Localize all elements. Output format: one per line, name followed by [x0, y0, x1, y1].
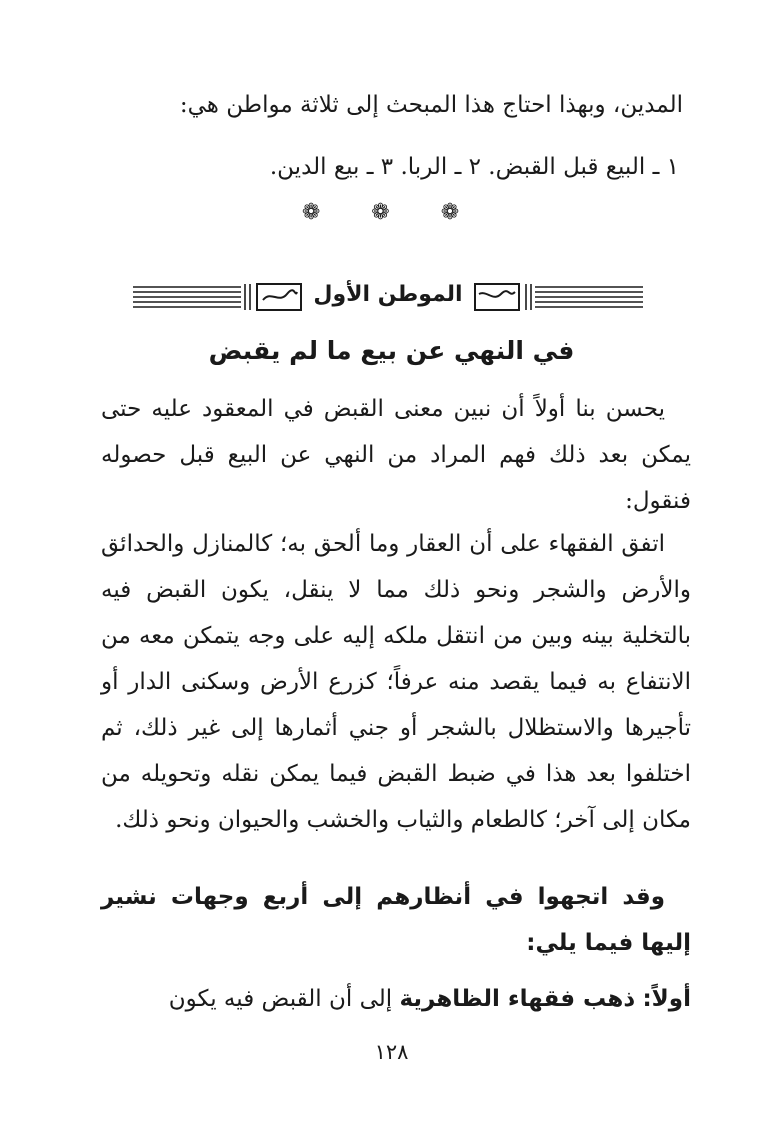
paragraph-4: [101, 976, 691, 1022]
paragraph-1-text: يحسن بنا أولاً أن نبين معنى القبض في المعقود عليه حتى يمكن بعد ذلك فهم المراد من النهي عن البيع قبل حصوله فنقول:: [101, 396, 691, 514]
paragraph-3-text: وقد اتجهوا في أنظارهم إلى أربع وجهات نشير إليها فيما يلي:: [101, 884, 691, 956]
paragraph-4-bold: ذهب فقهاء الظاهرية: [399, 986, 636, 1012]
section-title: الموطن الأول: [313, 282, 463, 307]
paragraph-2: [101, 521, 691, 843]
paragraph-2-text: اتفق الفقهاء على أن العقار وما ألحق به؛ كالمنازل والحدائق والأرض والشجر ونحو ذلك مما لا ينقل، يكون القبض فيه بالتخلية بينه وبين من انتقل ملكه إليه على وجه يتمكن معه من الانتفاع به فيما يقصد منه عرفاً؛ كزرع الأرض وسكنى الدار أو تأجيرها والاستظلال بالشجر أو جني أثمارها إلى غير ذلك، ثم اختلفوا بعد هذا في ضبط القبض فيما يمكن نقله وتحويله من مكان إلى آخر؛ كالطعام والثياب والخشب والحيوان ونحو ذلك.: [101, 531, 691, 833]
intro-line-1: المدين، وبهذا احتاج هذا المبحث إلى ثلاثة مواطن هي:: [179, 92, 683, 118]
right-ornament-icon: [463, 280, 643, 314]
flower-separator: ❁ ❁ ❁: [301, 200, 482, 225]
intro-line-2: ١ ـ البيع قبل القبض. ٢ ـ الربا. ٣ ـ بيع الدين.: [269, 154, 679, 180]
section-heading-ornament: [133, 280, 643, 314]
paragraph-4-lead: أولاً:: [642, 986, 691, 1012]
section-subtitle: في النهي عن بيع ما لم يقبض: [208, 336, 575, 365]
paragraph-1: [101, 386, 691, 524]
page-number: ١٢٨: [374, 1040, 409, 1064]
paragraph-4-rest: إلى أن القبض فيه يكون: [168, 986, 393, 1012]
paragraph-3: [101, 874, 691, 966]
